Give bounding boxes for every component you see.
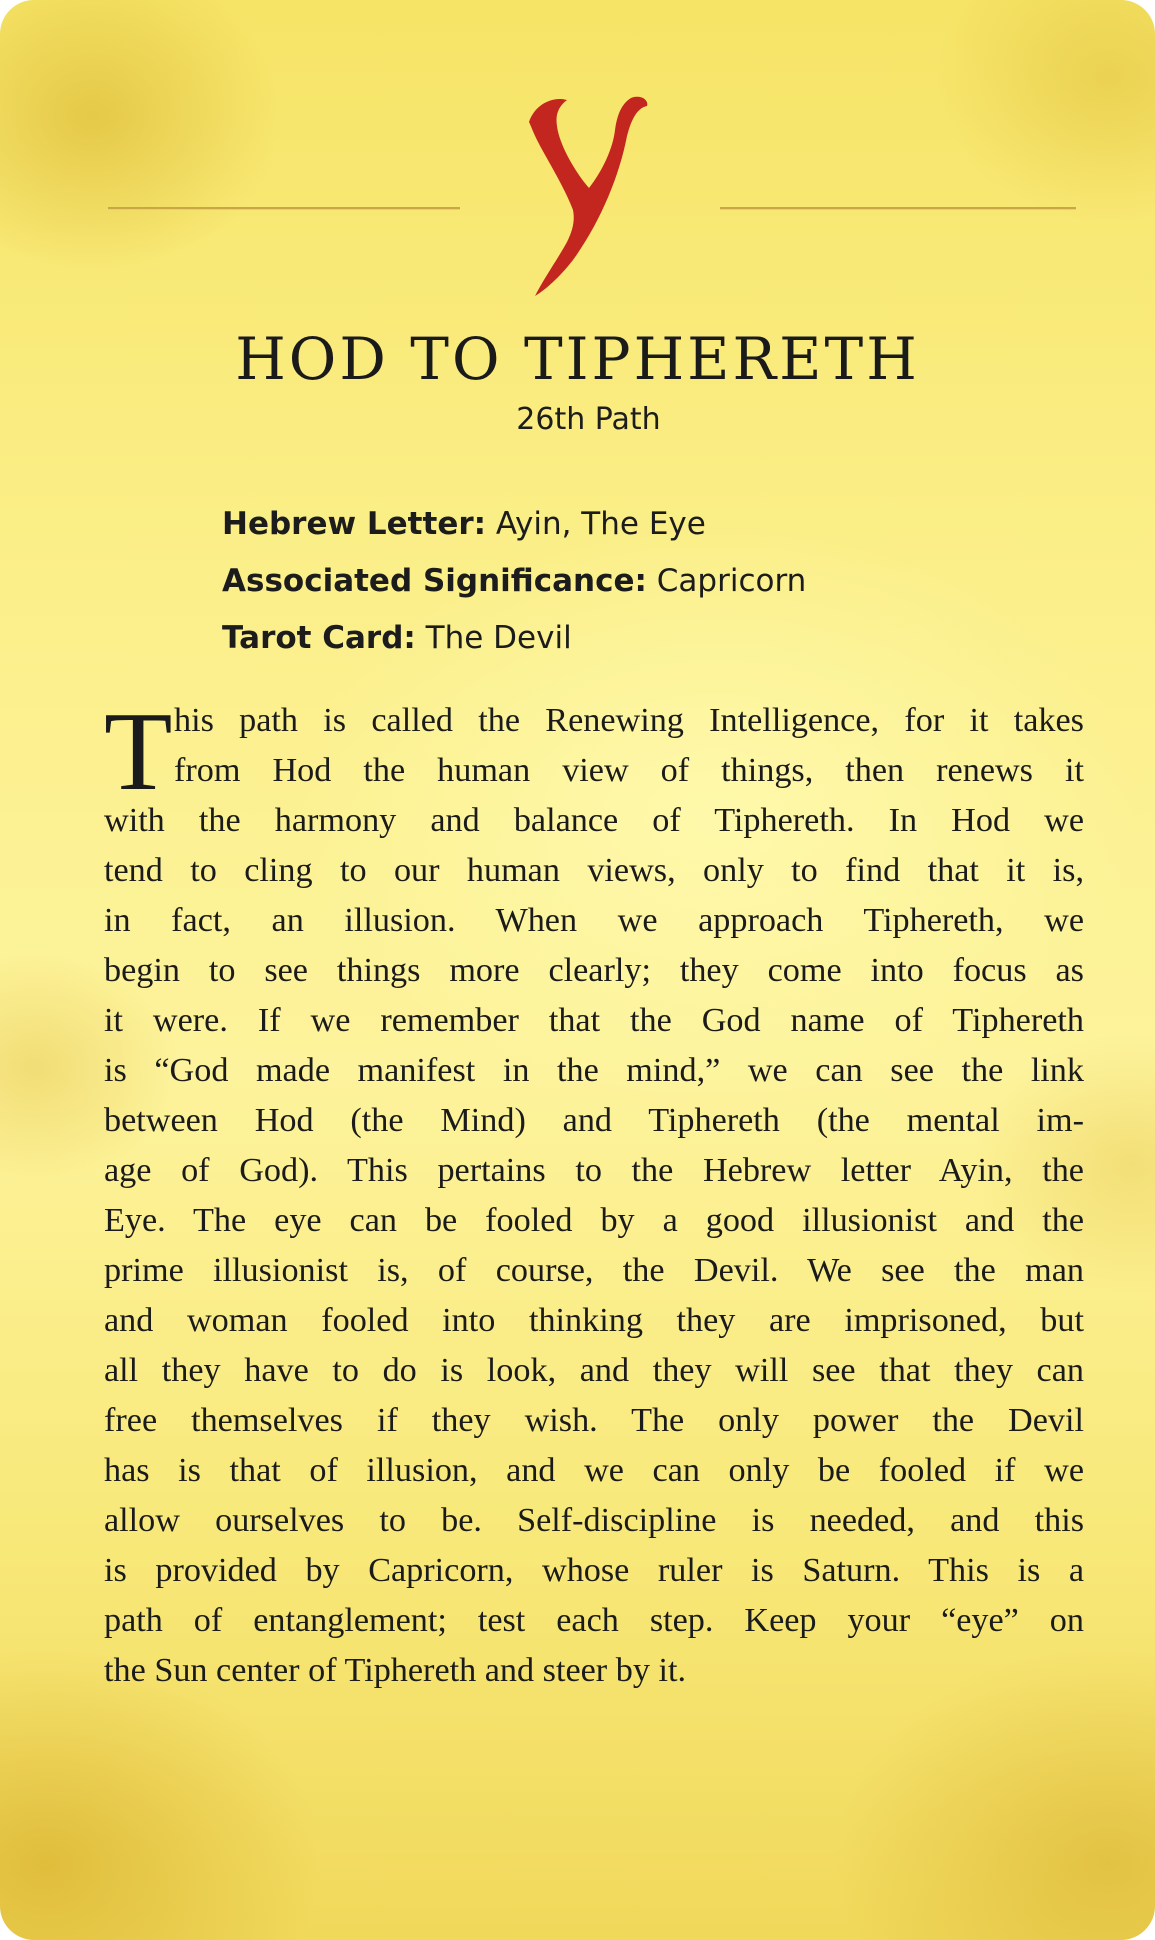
body-line: in fact, an illusion. When we approach Tiphereth, we bbox=[104, 902, 1084, 939]
body-line: allow ourselves to be. Self-discipline is needed, and this bbox=[104, 1502, 1084, 1539]
body-line: tend to cling to our human views, only to find that it is, bbox=[104, 852, 1084, 889]
body-line: with the harmony and balance of Tiphereth. In Hod we bbox=[104, 802, 1084, 839]
body-line: is provided by Capricorn, whose ruler is Saturn. This is a bbox=[104, 1552, 1084, 1589]
left-ornamental-rule bbox=[108, 207, 460, 210]
body-line: it were. If we remember that the God name of Tiphereth bbox=[104, 1002, 1084, 1039]
hebrew-letter-ayin-icon bbox=[515, 92, 655, 302]
attribute-list bbox=[222, 496, 806, 667]
right-ornamental-rule bbox=[720, 207, 1076, 210]
body-line: age of God). This pertains to the Hebrew letter Ayin, the bbox=[104, 1152, 1084, 1189]
attribute-label: Hebrew Letter: bbox=[222, 506, 487, 542]
body-line: between Hod (the Mind) and Tiphereth (the mental im- bbox=[104, 1102, 1084, 1139]
body-line: path of entanglement; test each step. Keep your “eye” on bbox=[104, 1602, 1084, 1639]
attribute-value: Ayin, The Eye bbox=[495, 506, 706, 542]
body-line: the Sun center of Tiphereth and steer by it. bbox=[104, 1652, 687, 1689]
body-line: free themselves if they wish. The only power the Devil bbox=[104, 1402, 1084, 1439]
attribute-tarot-card bbox=[222, 610, 806, 667]
path-number-subtitle: 26th Path bbox=[516, 402, 661, 437]
attribute-value: Capricorn bbox=[656, 563, 807, 599]
body-line: his path is called the Renewing Intelligence, for it takes bbox=[174, 702, 1084, 739]
attribute-associated-significance bbox=[222, 553, 806, 610]
body-line: Eye. The eye can be fooled by a good illusionist and the bbox=[104, 1202, 1084, 1239]
body-line: from Hod the human view of things, then renews it bbox=[174, 752, 1084, 789]
attribute-value: The Devil bbox=[425, 620, 572, 656]
body-line: prime illusionist is, of course, the Devil. We see the man bbox=[104, 1252, 1084, 1289]
attribute-label: Tarot Card: bbox=[222, 620, 416, 656]
card-title: HOD TO TIPHERETH bbox=[235, 325, 920, 393]
path-description bbox=[104, 690, 1084, 1696]
attribute-hebrew-letter bbox=[222, 496, 806, 553]
body-line: all they have to do is look, and they will see that they can bbox=[104, 1352, 1084, 1389]
body-line: has is that of illusion, and we can only be fooled if we bbox=[104, 1452, 1084, 1489]
body-line: and woman fooled into thinking they are imprisoned, but bbox=[104, 1302, 1084, 1339]
drop-cap-letter: T bbox=[104, 690, 173, 814]
body-line: is “God made manifest in the mind,” we can see the link bbox=[104, 1052, 1084, 1089]
attribute-label: Associated Significance: bbox=[222, 563, 647, 599]
body-line: begin to see things more clearly; they come into focus as bbox=[104, 952, 1084, 989]
